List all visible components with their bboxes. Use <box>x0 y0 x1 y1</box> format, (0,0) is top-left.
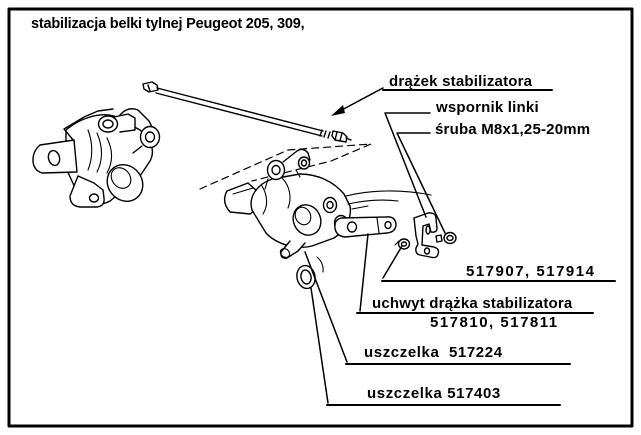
nut-drawing <box>436 233 456 244</box>
stabilizer-bar-drawing <box>143 82 351 142</box>
trailing-arm-left-drawing <box>33 109 160 209</box>
leader-bar-holder <box>360 234 368 311</box>
label-cable-bracket: wspornik linki <box>436 99 539 116</box>
leader-bracket-numbers <box>383 246 402 278</box>
label-seal-517224: uszczelka 517224 <box>364 344 503 361</box>
leader-seal-517224 <box>305 252 347 362</box>
cable-bracket-drawing <box>414 213 439 258</box>
leader-arrowhead <box>331 105 345 116</box>
beam-sketch-lines <box>346 191 431 209</box>
label-bracket-part-numbers: 517907, 517914 <box>466 263 596 280</box>
screw-drawing <box>395 239 410 249</box>
label-bar-holder: uchwyt drążka stabilizatora <box>372 295 573 312</box>
leader-stabilizer-bar <box>338 88 383 112</box>
label-screw: śruba M8x1,25-20mm <box>435 121 591 138</box>
stabilizer-link-arm-drawing <box>335 217 396 237</box>
pivot-assembly-drawing <box>225 149 431 290</box>
leader-cable-bracket <box>385 113 430 217</box>
diagram-title: stabilizacja belki tylnej Peugeot 205, 309, <box>31 16 305 32</box>
label-holder-part-numbers: 517810, 517811 <box>430 314 559 331</box>
label-seal-517403: uszczelka 517403 <box>367 385 501 402</box>
label-stabilizer-bar: drążek stabilizatora <box>389 73 533 90</box>
